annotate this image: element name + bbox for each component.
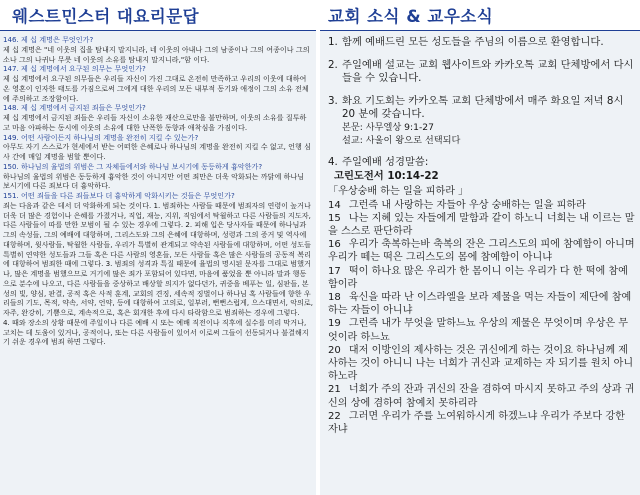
scripture-verse <box>328 238 636 264</box>
news-item <box>328 95 636 147</box>
news-item-number: 2. <box>328 58 338 71</box>
scripture-verses <box>328 185 636 436</box>
verse-text: 육신을 따라 난 이스라엘을 보라 제물을 먹는 자들이 제단에 참예하는 자들이 아니냐 <box>328 291 632 317</box>
verse-number: 20 <box>328 344 341 356</box>
scripture-label: 주일예배 성경말씀: <box>342 156 429 169</box>
catechism-answer: 제 십 계명은 "네 이웃의 집을 탐내지 말지니라, 네 이웃의 아내나 그의 남종이나 그의 여종이나 그의 소나 그의 나귀나 무릇 네 이웃의 소유를 탐내지 말지니라,"함 이다. <box>3 44 310 64</box>
news-list <box>328 36 636 436</box>
catechism-question: 149. 어떤 사람이든지 하나님의 계명을 완전히 지킬 수 있는가? <box>3 132 199 142</box>
verse-number: 15 <box>328 212 341 224</box>
scripture-verse <box>328 212 636 238</box>
verse-number: 17 <box>328 265 341 277</box>
news-item-number: 1. <box>328 36 338 48</box>
catechism-question: 146. 제 십 계명은 무엇인가? <box>3 35 94 44</box>
scripture-verse <box>328 410 636 436</box>
verse-text: 그러면 우리가 주를 노여워하시게 하겠느냐 우리가 주보다 강한 자냐 <box>328 410 625 435</box>
catechism-answer: 제 십 계명에서 요구된 의무들은 우리들 자신이 가진 그대로 온전히 만족하고 우리의 이웃에 대하여 온 영혼이 인자한 태도를 가짐으로써 그에게 대한 우리의 모든 내부적 동기와 애정이 그의 소유 전체에 주의하고 조장함이다. <box>3 74 309 103</box>
news-item-scripture <box>328 156 636 183</box>
news-item-text: 주일예배 설교는 교회 웹사이트와 카카오톡 교회 단체방에서 다시 들을 수 있습니다. <box>342 58 634 85</box>
catechism-answer: 아무도 자기 스스로가 현세에서 받는 어떠한 은혜로나 하나님의 계명을 완전히 지킬 수 없고, 언행 심사 간에 매일 계명을 범할 뿐이다. <box>3 142 311 161</box>
verse-number: 21 <box>328 384 341 396</box>
verse-text: 그런즉 내 사랑하는 자들아 우상 숭배하는 일을 피하라 <box>348 199 586 211</box>
verse-number: 16 <box>328 239 341 251</box>
catechism-question: 147. 제 십 계명에서 요구된 의무는 무엇인가? <box>3 64 146 74</box>
verse-text: 떡이 하나요 많은 우리가 한 몸이니 이는 우리가 다 한 떡에 참예함이라 <box>328 265 628 290</box>
catechism-question: 148. 제 십 계명에서 금지된 죄들은 무엇인가? <box>3 103 146 113</box>
news-title: 교회 소식 & 교우소식 <box>320 0 640 31</box>
scripture-verse <box>328 317 636 343</box>
catechism-answer: 죄는 다음과 같은 데서 더 악화하게 되는 것이다. 1. 범죄하는 사람들 때문에 범죄자의 연령이 높거나 더욱 더 많은 경험이나 은혜를 가졌거나, 직업, 재능, 지위, 직임에서 탁월하고 다른 사람들의 지도자, 다른 사람들이 따를 만한 모범이 될 수 있는 경우에 그렇다. 2. 피해 입은 당사자들 때문에 하나님과 그의 속성들, 그의 예배에 대항하며, 그리스도와 그의 은혜에 대항하며, 성령과 그의 증거 및 역사에 대항하며, 윗사람들, 탁월한 사람들, 우리가 특별히 관계되고 약속된 사람들에 대항하며, 어떤 성도들 특별히 연약한 성도들과 그들 혹은 다른 사람의 영혼들, 모든 사람들 혹은 많은 사람들의 공동적 복리에 대항하여 범죄한 때에 그렇다. 3. 범죄의 성격과 특질 때문에 율법의 명시된 문자를 그대로 범했거나, 많은 계명을 범했으므로 거기에 많은 죄가 포함되어 있다면, 마음에 품었을 뿐 아니라 말과 행동으로 분수에 나오고, 다른 사람들을 중상하고 배상할 의지가 없다던가, 귀중을 베푸는 일, 심판들, 본성의 빛, 양심, 판결, 공적 혹은 사적 훈계, 교회의 견징, 세속적 징벌이나 하나님 혹 사람들에 향한 우리들의 기도, 목적, 약속, 서약, 언약, 등에 대항하여 고의로, 일부러, 뻔뻔스럽게, 으스대면서, 악의로, 자주, 완강히, 기쁨으로, 계속적으로, 혹은 회개한 후에 다시 타락함으로 범죄하는 경우에 그렇다. <box>3 200 314 317</box>
catechism-answer: 4. 때와 장소의 상황 때문에 주일이나 다른 예배 시 또는 예배 직전이나 직후에 실수를 미리 막거나, 고치는 데 도움이 있거나, 공적이나, 또는 다른 사람들이 있어서 이로써 그들이 선동되거나 불결해지기 쉬운 경우에 범죄 하면 그렇다. <box>3 317 309 347</box>
scripture-verse <box>328 199 636 212</box>
catechism-panel <box>0 31 316 495</box>
scripture-verse <box>328 291 636 317</box>
news-item <box>328 59 636 86</box>
catechism-column <box>0 0 316 495</box>
scripture-verse <box>328 265 636 291</box>
prayer-sermon-title: 설교: 사울이 왕으로 선택되다 <box>342 134 461 146</box>
news-item-text: 함께 예배드린 모든 성도들을 주님의 이름으로 환영합니다. <box>342 36 604 48</box>
verse-number: 22 <box>328 410 341 422</box>
catechism-title: 웨스트민스터 대요리문답 <box>0 0 316 31</box>
catechism-question: 150. 하나님의 율법의 위범은 그 자체들에서와 하나님 보시기에 동등하게 흉악한가? <box>3 161 263 171</box>
verse-text: 우리가 축복하는바 축복의 잔은 그리스도의 피에 참예함이 아니며 우리가 떼는 떡은 그리스도의 몸에 참예함이 아니냐 <box>328 239 635 264</box>
verse-number: 14 <box>328 199 341 211</box>
scripture-verse <box>328 383 636 409</box>
news-panel <box>320 31 640 495</box>
catechism-qa-list <box>3 35 313 347</box>
news-item-number: 4. <box>328 156 338 169</box>
scripture-heading: 「우상숭배 하는 일을 피하라 」 <box>328 186 469 198</box>
scripture-verse <box>328 344 636 384</box>
news-item-text: 화요 기도회는 카카오톡 교회 단체방에서 매주 화요일 저녁 8시 20 분에 갖습니다. <box>342 94 624 121</box>
verse-text: 너희가 주의 잔과 귀신의 잔을 겸하여 마시지 못하고 주의 상과 귀신의 상에 겸하여 참예치 못하리라 <box>328 384 635 409</box>
prayer-scripture: 본문: 사무엘상 9:1-27 <box>342 121 434 133</box>
verse-text: 그런즉 내가 무엇을 말하느뇨 우상의 제물은 무엇이며 우상은 무엇이라 하느뇨 <box>328 318 629 343</box>
news-column <box>320 0 640 495</box>
verse-number: 18 <box>328 291 341 303</box>
news-item-body <box>342 95 636 147</box>
catechism-answer: 제 십 계명에서 금지된 죄들은 우리들 자신이 소유한 재산으로만을 불만하며, 이웃의 소유를 질투하고 마음 아파하는 동시에 이웃의 소유에 대한 난폭한 동향과 애착심을 가짐이다. <box>3 113 307 132</box>
scripture-block <box>334 156 636 183</box>
verse-text: 대저 이방인의 제사하는 것은 귀신에게 하는 것이요 하나님께 제사하는 것이 아니니 나는 너희가 귀신과 교제하는 자 되기를 원치 아니하노라 <box>328 344 634 383</box>
scripture-reference: 고린도전서 10:14-22 <box>334 169 439 182</box>
verse-number: 19 <box>328 318 341 330</box>
news-item <box>328 36 636 50</box>
catechism-question: 151. 어떤 죄들을 다른 죄들보다 더 흉악하게 악화시키는 것들은 무엇인가? <box>3 191 235 200</box>
news-item-number: 3. <box>328 94 338 107</box>
verse-text: 나는 지혜 있는 자들에게 말함과 같이 하노니 너희는 내 이르는 말을 스스로 판단하라 <box>328 212 635 237</box>
catechism-answer: 하나님의 율법의 위범은 동등하게 흉악한 것이 아니지만 어떤 죄만은 더욱 악화되는 까닭에 하나님 보시기에 다른 죄보다 더 흉악하다. <box>3 171 305 191</box>
